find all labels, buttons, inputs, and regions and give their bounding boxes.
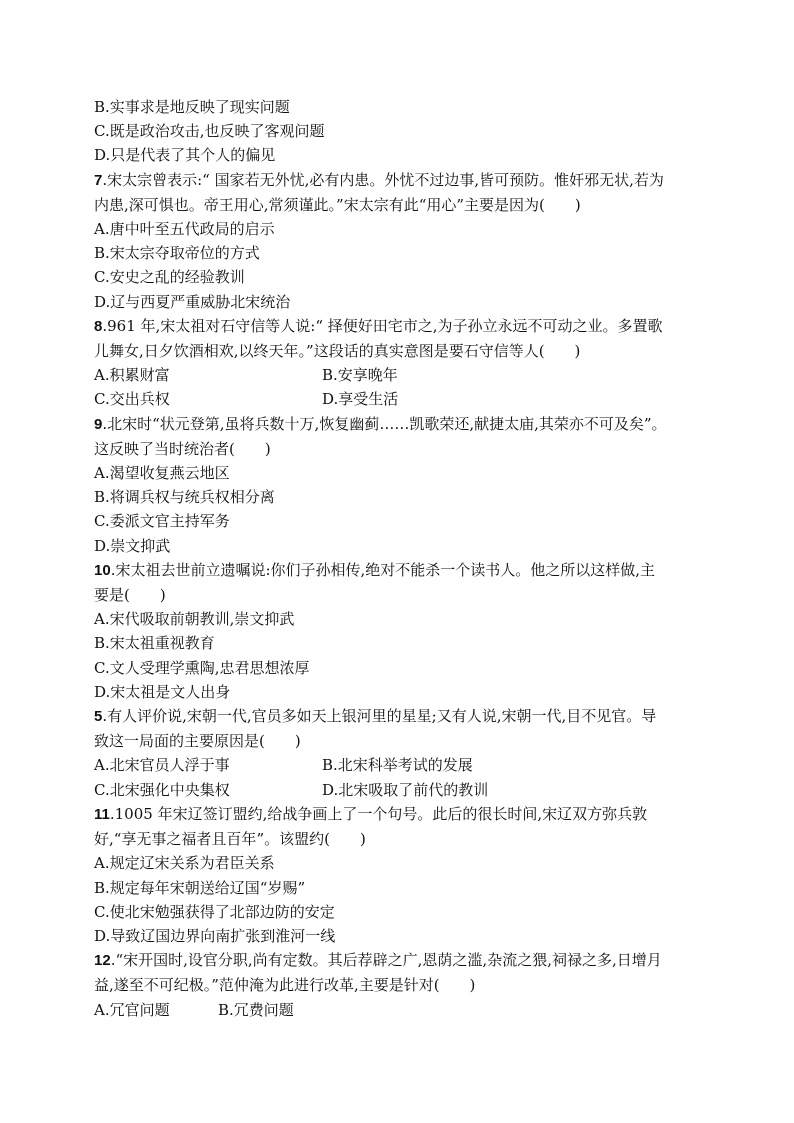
question-number: 9	[94, 415, 103, 433]
option-a: A.北宋官员人浮于事	[94, 756, 230, 775]
option-line: C.委派文官主持军务	[94, 512, 230, 531]
question-12-stem	[94, 948, 714, 973]
option-line: B.规定每年宋朝送给辽国“岁赐”	[94, 878, 306, 897]
question-text: .1005 年宋辽签订盟约,给战争画上了一个句号。此后的很长时间,宋辽双方弥兵敦	[109, 804, 648, 823]
question-text: .宋太祖去世前立遗嘱说:你们子孙相传,绝对不能杀一个读书人。他之所以这样做,主	[110, 560, 656, 579]
option-line: C.文人受理学熏陶,忠君思想浓厚	[94, 658, 310, 677]
question-text: .宋太宗曾表示:“ 国家若无外忧,必有内患。外忧不过边事,皆可预防。惟奸邪无状,若为	[102, 170, 664, 189]
question-text-cont: 致这一局面的主要原因是( )	[94, 732, 301, 751]
question-text: .“宋开国时,设官分职,尚有定数。其后荐辟之广,恩荫之滥,杂流之猥,祠禄之多,日增月	[110, 951, 662, 970]
question-text: .有人评价说,宋朝一代,官员多如天上银河里的星星;又有人说,宋朝一代,目不见官。导	[102, 707, 657, 726]
option-line: C.既是政治攻击,也反映了客观问题	[94, 122, 325, 141]
option-line: D.导致辽国边界向南扩张到淮河一线	[94, 926, 336, 945]
option-b: B.安享晚年	[322, 366, 398, 385]
document-page	[94, 95, 714, 1022]
question-text-cont: 儿舞女,日夕饮酒相欢,以终天年。”这段话的真实意图是要石守信等人( )	[94, 342, 581, 361]
question-number: 12	[94, 952, 111, 970]
question-text-cont: 内患,深可惧也。帝王用心,常须谨此。”宋太宗有此“用心”主要是因为( )	[94, 195, 581, 214]
option-row	[94, 998, 714, 1022]
option-d: D.享受生活	[322, 390, 399, 409]
question-number: 10	[94, 561, 111, 579]
question-text: .961 年,宋太祖对石守信等人说:“ 择便好田宅市之,为子孙立永远不可动之业。多置歌	[102, 316, 663, 335]
option-line: D.辽与西夏严重威胁北宋统治	[94, 292, 291, 311]
question-number: 7	[94, 171, 103, 189]
option-b: B.冗费问题	[218, 1000, 294, 1019]
option-line: A.渴望收复燕云地区	[94, 464, 230, 483]
question-number: 8	[94, 317, 103, 335]
option-line: B.宋太宗夺取帝位的方式	[94, 244, 260, 263]
option-a: A.冗官问题	[94, 1000, 170, 1019]
option-line: B.宋太祖重视教育	[94, 634, 215, 653]
question-9-stem	[94, 412, 714, 437]
option-d: D.北宋吸取了前代的教训	[322, 780, 489, 799]
question-text-cont: 好,“享无事之福者且百年”。该盟约( )	[94, 830, 366, 849]
option-row	[94, 363, 714, 387]
option-line: B.实事求是地反映了现实问题	[94, 98, 290, 116]
option-line: A.宋代吸取前朝教训,崇文抑武	[94, 610, 295, 629]
option-line: D.崇文抑武	[94, 536, 171, 555]
option-row	[94, 778, 714, 802]
option-b: B.北宋科举考试的发展	[322, 756, 473, 775]
option-line: D.宋太祖是文人出身	[94, 682, 231, 701]
question-7-stem	[94, 168, 714, 193]
question-number: 5	[94, 708, 103, 726]
question-11-stem	[94, 802, 714, 827]
option-c: C.交出兵权	[94, 390, 170, 409]
option-row	[94, 387, 714, 411]
option-line: A.规定辽宋关系为君臣关系	[94, 854, 275, 873]
option-c: C.北宋强化中央集权	[94, 780, 230, 799]
option-line: C.安史之乱的经验教训	[94, 268, 245, 287]
option-a: A.积累财富	[94, 366, 170, 385]
option-line: D.只是代表了其个人的偏见	[94, 146, 276, 165]
question-text: .北宋时“状元登第,虽将兵数十万,恢复幽蓟……凯歌荣还,献捷太庙,其荣亦不可及矣”。	[102, 414, 667, 433]
question-8-stem	[94, 314, 714, 339]
option-line: B.将调兵权与统兵权相分离	[94, 488, 275, 507]
option-line: C.使北宋勉强获得了北部边防的安定	[94, 902, 335, 921]
option-line: A.唐中叶至五代政局的启示	[94, 220, 275, 239]
question-text-cont: 要是( )	[94, 586, 166, 605]
question-10-stem	[94, 558, 714, 583]
question-text-cont: 这反映了当时统治者( )	[94, 439, 271, 458]
question-number: 11	[94, 805, 110, 823]
question-5-stem	[94, 704, 714, 729]
option-row	[94, 753, 714, 777]
question-text-cont: 益,遂至不可纪极。”范仲淹为此进行改革,主要是针对( )	[94, 976, 476, 995]
